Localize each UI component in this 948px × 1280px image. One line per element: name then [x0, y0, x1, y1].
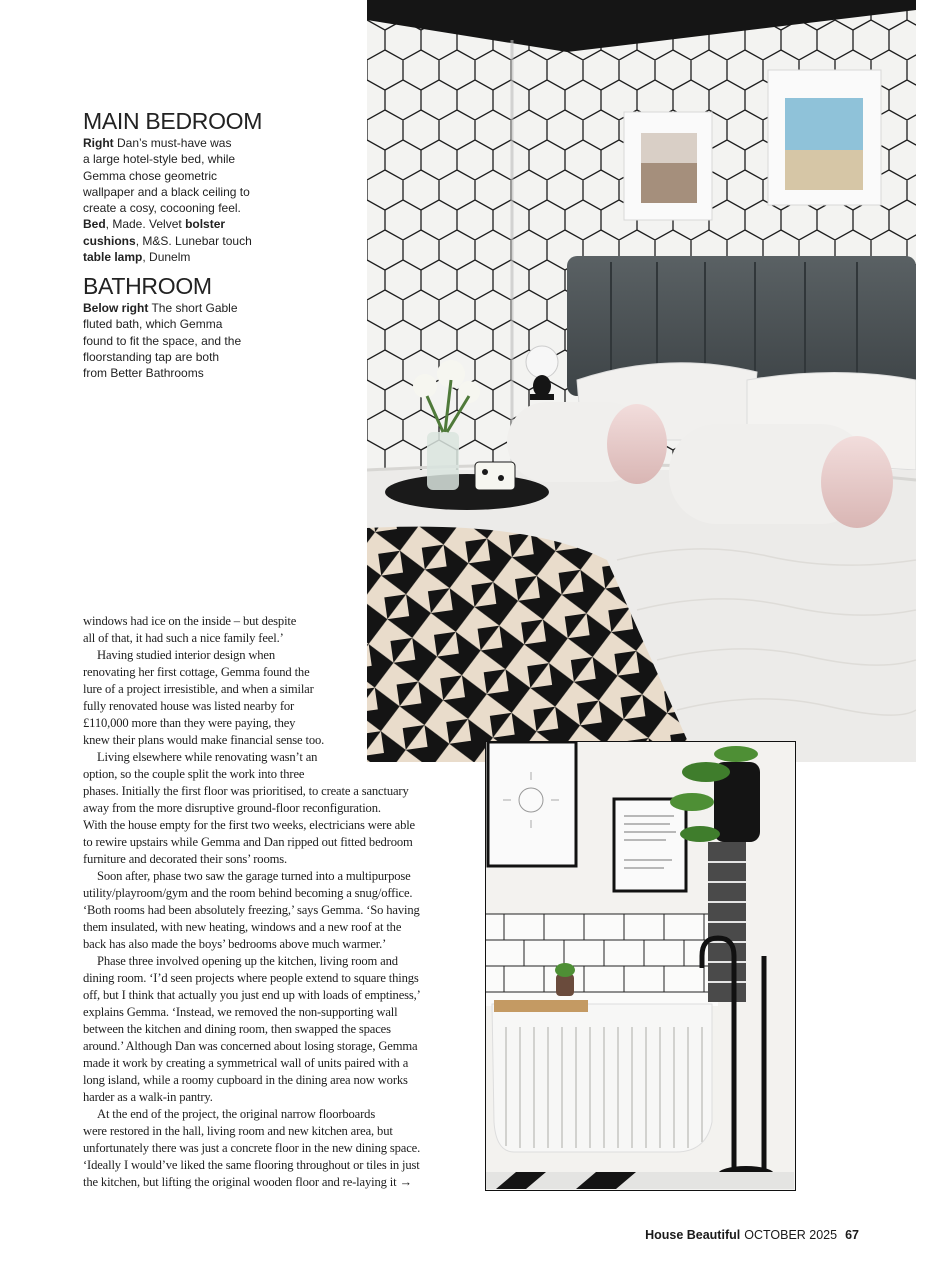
caption-run: , Dunelm	[142, 250, 191, 265]
article-line: the kitchen, but lifting the original wooden floor and re-laying it →	[83, 1175, 412, 1189]
article-line: fully renovated house was listed nearby for	[83, 699, 295, 713]
article-line: ‘Ideally I would’ve liked the same flooring throughout or tiles in just	[83, 1158, 420, 1172]
caption-bold-run: bolster	[185, 217, 226, 232]
article-body-narrow	[83, 613, 363, 783]
picture-frame-right	[768, 70, 881, 205]
article-line: Having studied interior design when	[97, 648, 276, 662]
caption-bold-run: table lamp	[83, 250, 143, 265]
subway-tiles	[486, 914, 718, 1006]
article-line: unfortunately there was just a concrete floor in the new dining space.	[83, 1141, 421, 1155]
caption-line	[83, 216, 263, 232]
caption-bold-run: cushions	[83, 233, 136, 248]
article-line: away from the more disruptive ground-floor reconfiguration.	[83, 801, 381, 815]
caption-run: fluted bath, which Gemma	[83, 317, 223, 332]
caption-run: from Better Bathrooms	[83, 366, 204, 381]
issue-date: OCTOBER 2025	[744, 1228, 838, 1242]
caption-text-main-bedroom	[83, 135, 263, 265]
caption-heading-main-bedroom: MAIN BEDROOM	[83, 108, 263, 134]
article-line: £110,000 more than they were paying, they	[83, 716, 296, 730]
caption-text-bathroom	[83, 300, 263, 381]
article-line: to rewire upstairs while Gemma and Dan ripped out fitted bedroom	[83, 835, 413, 849]
caption-line	[83, 233, 263, 249]
article-line: them insulated, with new heating, windows and a new roof at the	[83, 920, 402, 934]
magazine-name: House Beautiful	[645, 1228, 741, 1242]
article-line: between the kitchen and dining room, then swapped the spaces	[83, 1022, 391, 1036]
caption-run: , Made. Velvet	[105, 217, 186, 232]
article-line: harder as a walk-in pantry.	[83, 1090, 213, 1104]
page-footer	[645, 1228, 859, 1242]
caption-run: Dan’s must-have was	[113, 136, 232, 150]
caption-run: Gemma chose geometric	[83, 168, 218, 183]
caption-run: floorstanding tap are both	[83, 349, 220, 364]
bedroom-photo	[367, 0, 916, 762]
caption-run: found to fit the space, and the	[83, 333, 242, 348]
page-number: 67	[845, 1228, 859, 1242]
caption-line	[83, 151, 263, 167]
caption-bathroom	[83, 274, 263, 381]
caption-main-bedroom	[83, 109, 263, 265]
article-line: knew their plans would make financial sense too.	[83, 733, 325, 747]
caption-run: wallpaper and a black ceiling to	[83, 184, 250, 199]
caption-heading-bathroom: BATHROOM	[83, 273, 212, 299]
article-line: Soon after, phase two saw the garage turned into a multipurpose	[97, 869, 411, 883]
caption-line	[83, 300, 263, 316]
article-line: furniture and decorated their sons’ rooms.	[83, 852, 287, 866]
article-line: At the end of the project, the original narrow floorboards	[97, 1107, 376, 1121]
bolster-cushion-left	[507, 402, 667, 484]
article-line: back has also made the boys’ bedrooms above much warmer.’	[83, 937, 387, 951]
caption-bold-run: Right	[83, 136, 114, 150]
article-line: ‘Both rooms had been absolutely freezing,’ says Gemma. ‘So having	[83, 903, 420, 917]
caption-line	[83, 249, 263, 265]
article-line: explains Gemma. ‘Instead, we removed the non-supporting wall	[83, 1005, 398, 1019]
caption-line	[83, 365, 263, 381]
article-line: Living elsewhere while renovating wasn’t an	[97, 750, 318, 764]
article-line: all of that, it had such a nice family feel.’	[83, 631, 284, 645]
bathroom-photo	[485, 741, 796, 1191]
caption-bold-run: Below right	[83, 301, 149, 315]
article-line: option, so the couple split the work into three	[83, 767, 305, 781]
picture-frame-left	[624, 112, 712, 220]
caption-run: a large hotel-style bed, while	[83, 152, 236, 167]
article-body-wide	[83, 783, 478, 1191]
bolster-cushion-right	[669, 424, 893, 528]
article-line: windows had ice on the inside – but despite	[83, 614, 297, 628]
article-line: renovating her first cottage, Gemma found the	[83, 665, 310, 679]
caption-line	[83, 200, 263, 216]
article-line: long island, while a roomy cupboard in the dining area now works	[83, 1073, 408, 1087]
article-line: utility/playroom/gym and the room behind becoming a snug/office.	[83, 886, 413, 900]
article-line: lure of a project irresistible, and when a similar	[83, 682, 314, 696]
sun-print	[488, 742, 576, 866]
caption-line	[83, 349, 263, 365]
caption-line	[83, 184, 263, 200]
caption-line	[83, 135, 263, 151]
caption-bold-run: Bed	[83, 217, 106, 232]
caption-line	[83, 316, 263, 332]
article-line: off, but I think that actually you just end up with loads of emptiness,’	[83, 988, 421, 1002]
caption-line	[83, 168, 263, 184]
article-line: dining room. ‘I’d seen projects where people extend to square things	[83, 971, 419, 985]
handwriting-print	[614, 799, 686, 891]
article-line: phases. Initially the first floor was prioritised, to create a sanctuary	[83, 784, 409, 798]
caption-line	[83, 333, 263, 349]
article-line: were restored in the hall, living room and new kitchen area, but	[83, 1124, 393, 1138]
article-line: Phase three involved opening up the kitchen, living room and	[97, 954, 398, 968]
article-line: around.’ Although Dan was concerned about losing storage, Gemma	[83, 1039, 418, 1053]
caption-run: , M&S. Lunebar touch	[135, 233, 252, 248]
article-line: With the house empty for the first two weeks, electricians were able	[83, 818, 416, 832]
caption-run: create a cosy, cocooning feel.	[83, 201, 241, 216]
article-line: made it work by creating a symmetrical wall of units paired with a	[83, 1056, 409, 1070]
caption-run: The short Gable	[148, 301, 238, 315]
